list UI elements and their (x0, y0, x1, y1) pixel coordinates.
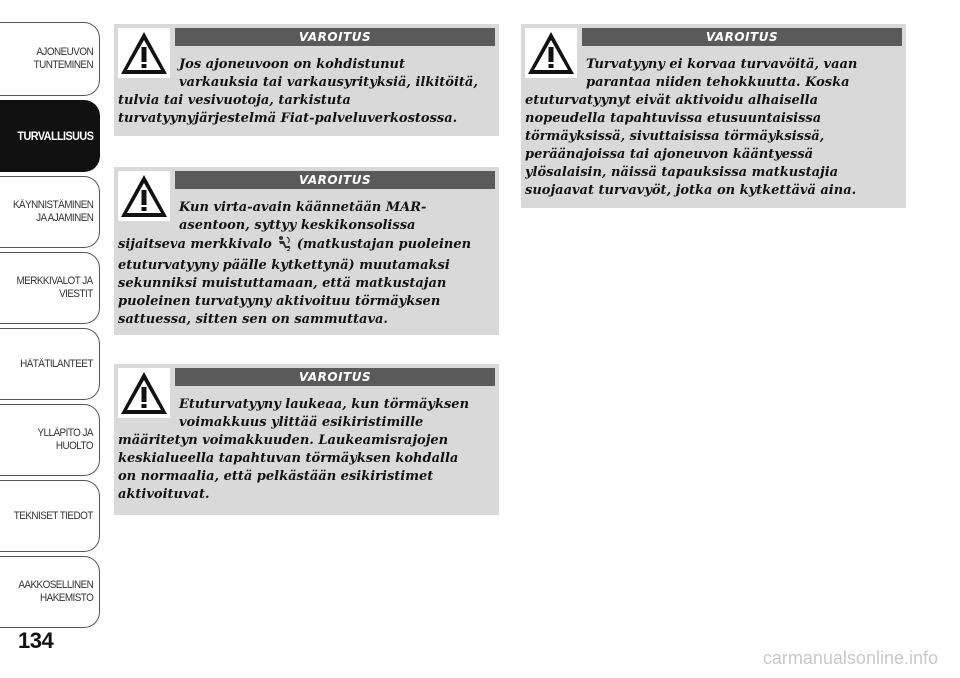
warning-text-line: on normaalia, että pelkästään esikiristimet (118, 469, 434, 484)
warning-text-line: ylösalaisin, näissä tapauksissa matkustajia (525, 165, 839, 180)
warning-text-line: törmäyksissä, sivuttaisissa törmäyksissä, (525, 129, 825, 144)
watermark: carmanualsonline.info (762, 648, 938, 668)
tab-label: MERKKIVALOT JA (16, 275, 93, 287)
warning-text-line: varkauksia tai varkausyrityksiä, ilkitöitä, (179, 75, 478, 90)
warning-text-line: suojaavat turvavyöt, jotka on kytkettävä aina. (525, 183, 857, 198)
warning-text-line (118, 235, 493, 257)
warning-box (114, 167, 499, 335)
tab-kaynnistaminen[interactable] (0, 176, 100, 248)
warning-text-line: Kun virta-avain käännetään MAR- (179, 200, 427, 215)
tab-ajoneuvon-tunteminen[interactable] (0, 22, 100, 96)
tab-label: TURVALLISUUS (17, 128, 93, 143)
warning-text-line: parantaa niiden tehokkuutta. Koska (586, 75, 850, 90)
tab-label: YLLÄPITO JA HUOLTO (37, 427, 93, 452)
tab-turvallisuus[interactable] (0, 100, 100, 172)
tab-hatatilanteet[interactable] (0, 328, 100, 400)
warning-title: VAROITUS (175, 171, 495, 189)
warning-title: VAROITUS (582, 28, 902, 46)
svg-text:2: 2 (287, 247, 291, 251)
page-number: 134 (18, 628, 54, 653)
tab-tekniset-tiedot[interactable] (0, 480, 100, 552)
warning-text-fragment: (matkustajan puoleinen (292, 237, 472, 252)
warning-text-line: tulvia tai vesivuotoja, tarkistuta (118, 93, 351, 108)
tab-label: AJONEUVON (36, 46, 93, 58)
warning-box (521, 24, 906, 208)
tab-yllapito[interactable] (0, 404, 100, 476)
warning-text-line: sattuessa, sitten sen on sammuttava. (118, 312, 388, 327)
warning-text-line: puoleinen turvatyyny aktivoituu törmäyksen (118, 294, 441, 309)
warning-text-line: etuturvatyyny päälle kytkettynä) muutamaksi (118, 258, 450, 273)
tab-merkkivalot[interactable] (0, 252, 100, 324)
warning-text-line: Jos ajoneuvoon on kohdistunut (179, 57, 406, 72)
tab-label: KÄYNNISTÄMINEN (12, 199, 93, 211)
warning-text-line: etuturvatyynyt eivät aktivoidu alhaisella (525, 93, 819, 108)
warning-text-line: sekunniksi muistuttamaan, että matkustajan (118, 276, 447, 291)
tab-label: TEKNISET TIEDOT (13, 509, 93, 522)
warning-text-line: peräänajoissa tai ajoneuvon kääntyessä (525, 147, 814, 162)
tab-label: TUNTEMINEN (33, 59, 93, 71)
tab-label: AAKKOSELLINEN (18, 579, 93, 591)
warning-text-line: nopeudella tapahtuvissa etusuuntaisissa (525, 111, 822, 126)
warning-text-line: Turvatyyny ei korvaa turvavöitä, vaan (586, 57, 858, 72)
tab-label: VIESTIT (59, 288, 93, 300)
warning-text-line: asentoon, syttyy keskikonsolissa (179, 218, 416, 233)
warning-text-fragment: sijaitseva merkkivalo (118, 237, 277, 252)
warning-text-line: aktivoituvat. (118, 487, 210, 502)
tab-label: HÄTÄTILANTEET (20, 357, 93, 370)
tab-label: HAKEMISTO (39, 592, 93, 604)
tab-label: JA AJAMINEN (35, 212, 93, 224)
warning-title: VAROITUS (175, 28, 495, 46)
tab-hakemisto[interactable] (0, 556, 100, 628)
warning-text-line: keskialueella tapahtuvan törmäyksen kohdalla (118, 451, 459, 466)
warning-box (114, 24, 499, 136)
warning-title: VAROITUS (175, 368, 495, 386)
warning-text-line: turvatyynyjärjestelmä Fiat-palveluverkostossa. (118, 111, 458, 126)
warning-text-line: Etuturvatyyny laukeaa, kun törmäyksen (179, 397, 470, 412)
warning-text-line: voimakkuus ylittää esikiristimille (179, 415, 424, 430)
passenger-airbag-on-icon (276, 235, 292, 257)
warning-box (114, 364, 499, 515)
warning-text-line: määritetyn voimakkuuden. Laukeamisrajojen (118, 433, 449, 448)
